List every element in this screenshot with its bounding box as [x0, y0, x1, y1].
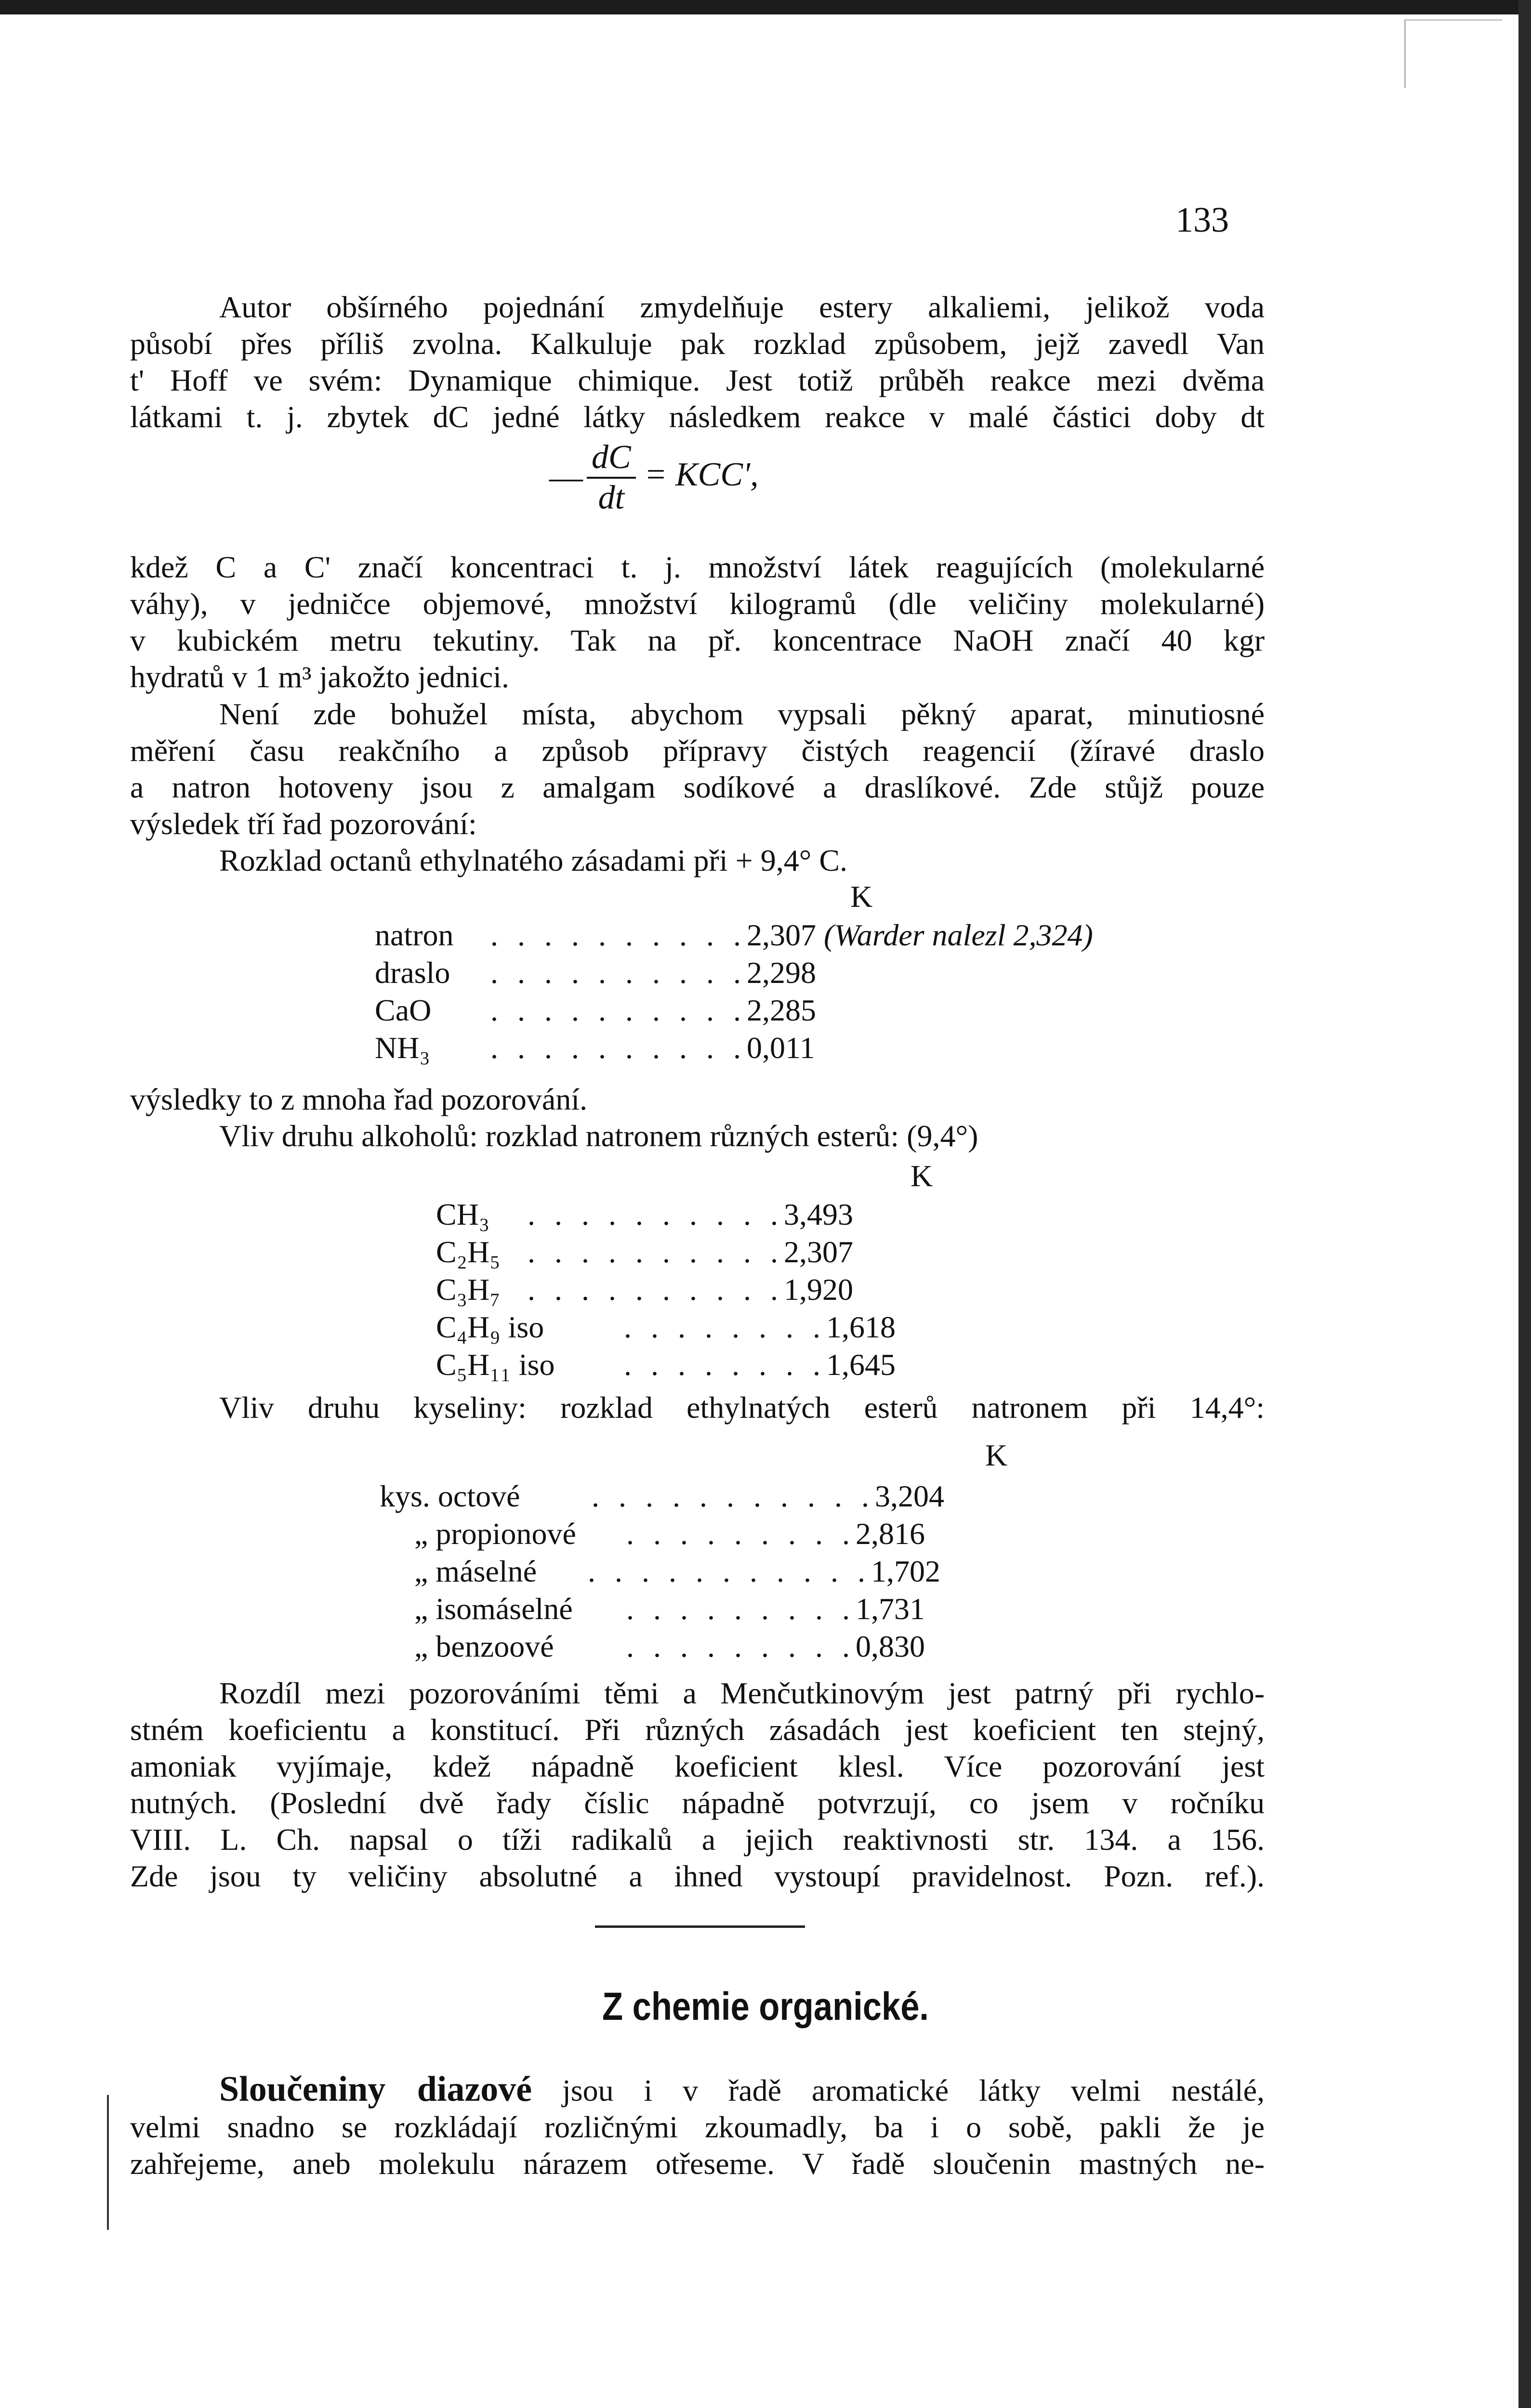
row-value: 3,493	[784, 1197, 853, 1231]
margin-mark	[107, 2095, 109, 2230]
table1-row	[375, 1030, 815, 1066]
table2-row	[436, 1272, 853, 1308]
row-name: „ benzoové	[414, 1629, 554, 1663]
row-dots: . . . . . . . .	[624, 1348, 826, 1382]
para4-line-5: VIII. L. Ch. napsal o tíži radikalů a jejich reaktivnosti str. 134. a 156.	[130, 1822, 1265, 1857]
para5-line-1	[130, 2071, 1265, 2109]
para3-line-4: výsledek tří řad pozorování:	[130, 807, 477, 841]
row-value: 2,816	[856, 1517, 925, 1551]
row-dots: . . . . . . . . . .	[490, 955, 747, 990]
row-name: C₅H₁₁ iso	[436, 1348, 555, 1382]
apparatus-paragraph	[130, 696, 1265, 842]
table3-caption	[130, 1389, 1265, 1426]
table2-row	[436, 1309, 896, 1345]
table3-k-header: K	[985, 1438, 1008, 1472]
row-dots: . . . . . . . . . . .	[592, 1479, 875, 1513]
row-value: 3,204	[875, 1479, 944, 1513]
row-name: NH₃	[375, 1031, 430, 1065]
scan-right-border	[1518, 0, 1531, 2408]
row-dots: . . . . . . . . .	[626, 1592, 856, 1626]
para3-line-1: Není zde bohužel místa, abychom vypsali pěkný aparat, minutiosné	[219, 697, 1265, 731]
row-value: 1,920	[784, 1272, 853, 1307]
rate-equation	[549, 438, 758, 517]
para2-line-4: hydratů v 1 m³ jakožto jednici.	[130, 660, 509, 694]
row-dots: . . . . . . . . . .	[490, 993, 747, 1027]
para2-line-2: váhy), v jedničce objemové, množství kilogramů (dle veličiny molekularné)	[130, 587, 1265, 621]
para5-line-1-rest: jsou i v řadě aromatické látky velmi nestálé,	[562, 2073, 1265, 2107]
row-name: kys. octové	[380, 1479, 520, 1513]
concentration-paragraph	[130, 549, 1265, 695]
row-name: „ máselné	[414, 1554, 537, 1588]
row-dots: . . . . . . . . .	[626, 1629, 856, 1663]
table1-after-text: výsledky to z mnoha řad pozorování.	[130, 1082, 588, 1116]
table3-row	[414, 1516, 925, 1552]
para2-line-3: v kubickém metru tekutiny. Tak na př. koncentrace NaOH značí 40 kgr	[130, 623, 1265, 657]
table3-row	[414, 1629, 925, 1664]
row-name: „ isomáselné	[414, 1592, 573, 1626]
row-name: C₂H₅	[436, 1235, 501, 1269]
para4-line-6: Zde jsou ty veličiny absolutné a ihned vystoupí pravidelnost. Pozn. ref.).	[130, 1859, 1265, 1893]
row-value: 0,011	[747, 1031, 815, 1065]
para4-line-2: stném koeficientu a konstitucí. Při různých zásadách jest koeficient ten stejný,	[130, 1713, 1265, 1747]
table2-row	[436, 1234, 853, 1270]
intro-line-2: působí přes příliš zvolna. Kalkuluje pak rozklad způsobem, jejž zavedl Van	[130, 327, 1265, 361]
para3-line-3: a natron hotoveny jsou z amalgam sodíkové a draslíkové. Zde stůjž pouze	[130, 770, 1265, 804]
table1-caption	[130, 842, 1265, 879]
row-name: CaO	[375, 993, 432, 1027]
section-heading: Z chemie organické.	[602, 1985, 929, 2028]
diazo-paragraph	[130, 2071, 1265, 2182]
para4-line-4: nutných. (Poslední dvě řady číslic nápadně potvrzují, co jsem v ročníku	[130, 1786, 1265, 1820]
table1-k-header: K	[850, 879, 873, 914]
intro-line-4: látkami t. j. zbytek dC jedné látky následkem reakce v malé částici doby dt	[130, 400, 1265, 434]
row-dots: . . . . . . . . . .	[490, 918, 747, 952]
table3-row	[414, 1591, 925, 1627]
row-value: 1,645	[826, 1348, 896, 1382]
table2-k-header: K	[911, 1159, 933, 1193]
para5-line-2: velmi snadno se rozkládají rozličnými zkoumadly, ba i o sobě, pakli že je	[130, 2110, 1265, 2144]
row-dots: . . . . . . . . .	[626, 1517, 856, 1551]
table1-row	[375, 917, 1093, 953]
row-name: CH₃	[436, 1197, 490, 1231]
row-dots: . . . . . . . . . .	[528, 1197, 784, 1231]
table2-caption	[130, 1118, 1265, 1154]
equation-denominator: dt	[598, 479, 625, 516]
para2-line-1: kdež C a C' značí koncentraci t. j. množství látek reagujících (molekularné	[130, 550, 1265, 584]
comparison-paragraph	[130, 1675, 1265, 1895]
table3-row	[414, 1554, 940, 1589]
section-divider	[595, 1925, 805, 1928]
table1-after	[130, 1081, 1265, 1118]
equation-minus: —	[549, 459, 583, 496]
equation-numerator: dC	[587, 438, 636, 479]
table3-caption-text: Vliv druhu kyseliny: rozklad ethylnatých esterů natronem při 14,4°:	[219, 1390, 1265, 1425]
row-name: „ propionové	[414, 1517, 576, 1551]
intro-line-1: Autor obšírného pojednání zmydelňuje estery alkaliemi, jelikož voda	[219, 290, 1265, 324]
row-name: C₃H₇	[436, 1272, 501, 1307]
row-dots: . . . . . . . . . . .	[588, 1554, 871, 1588]
para4-line-3: amoniak vyjímaje, kdež nápadně koeficient klesl. Více pozorování jest	[130, 1749, 1265, 1783]
table2-row	[436, 1347, 896, 1383]
row-dots: . . . . . . . .	[624, 1310, 826, 1344]
equation-fraction	[587, 438, 636, 517]
table1-row	[375, 993, 816, 1028]
row-dots: . . . . . . . . . .	[490, 1031, 747, 1065]
intro-line-3: t' Hoff ve svém: Dynamique chimique. Jest totiž průběh reakce mezi dvěma	[130, 363, 1265, 397]
row-dots: . . . . . . . . . .	[528, 1272, 784, 1307]
row-value: 2,307	[784, 1235, 853, 1269]
table1-caption-text: Rozklad octanů ethylnatého zásadami při + 9,4° C.	[219, 843, 847, 877]
row-name: draslo	[375, 955, 450, 990]
row-value: 2,307	[747, 918, 816, 952]
row-name: C₄H₉ iso	[436, 1310, 544, 1344]
row-note: (Warder nalezl 2,324)	[824, 918, 1093, 952]
row-value: 0,830	[856, 1629, 925, 1663]
table3-row	[380, 1479, 944, 1514]
row-value: 1,618	[826, 1310, 896, 1344]
intro-paragraph	[130, 289, 1265, 435]
table2-caption-text: Vliv druhu alkoholů: rozklad natronem různých esterů: (9,4°)	[219, 1119, 978, 1153]
row-value: 2,298	[747, 955, 816, 990]
row-dots: . . . . . . . . . .	[528, 1235, 784, 1269]
para3-line-2: měření času reakčního a způsob přípravy čistých reagencií (žíravé draslo	[130, 733, 1265, 768]
table2-row	[436, 1197, 853, 1232]
page-number: 133	[1175, 200, 1229, 240]
row-value: 1,731	[856, 1592, 925, 1626]
para4-line-1: Rozdíl mezi pozorováními těmi a Menčutkinovým jest patrný při rychlo-	[219, 1676, 1265, 1710]
row-name: natron	[375, 918, 454, 952]
scan-corner-marks	[1404, 19, 1502, 88]
table1-row	[375, 955, 816, 991]
row-value: 1,702	[871, 1554, 940, 1588]
scan-top-border	[0, 0, 1531, 14]
equation-rhs: = KCC',	[644, 456, 759, 494]
lead-term: Sloučeniny diazové	[219, 2069, 532, 2109]
row-value: 2,285	[747, 993, 816, 1027]
para5-line-3: zahřejeme, aneb molekulu nárazem otřeseme. V řadě sloučenin mastných ne-	[130, 2146, 1265, 2181]
